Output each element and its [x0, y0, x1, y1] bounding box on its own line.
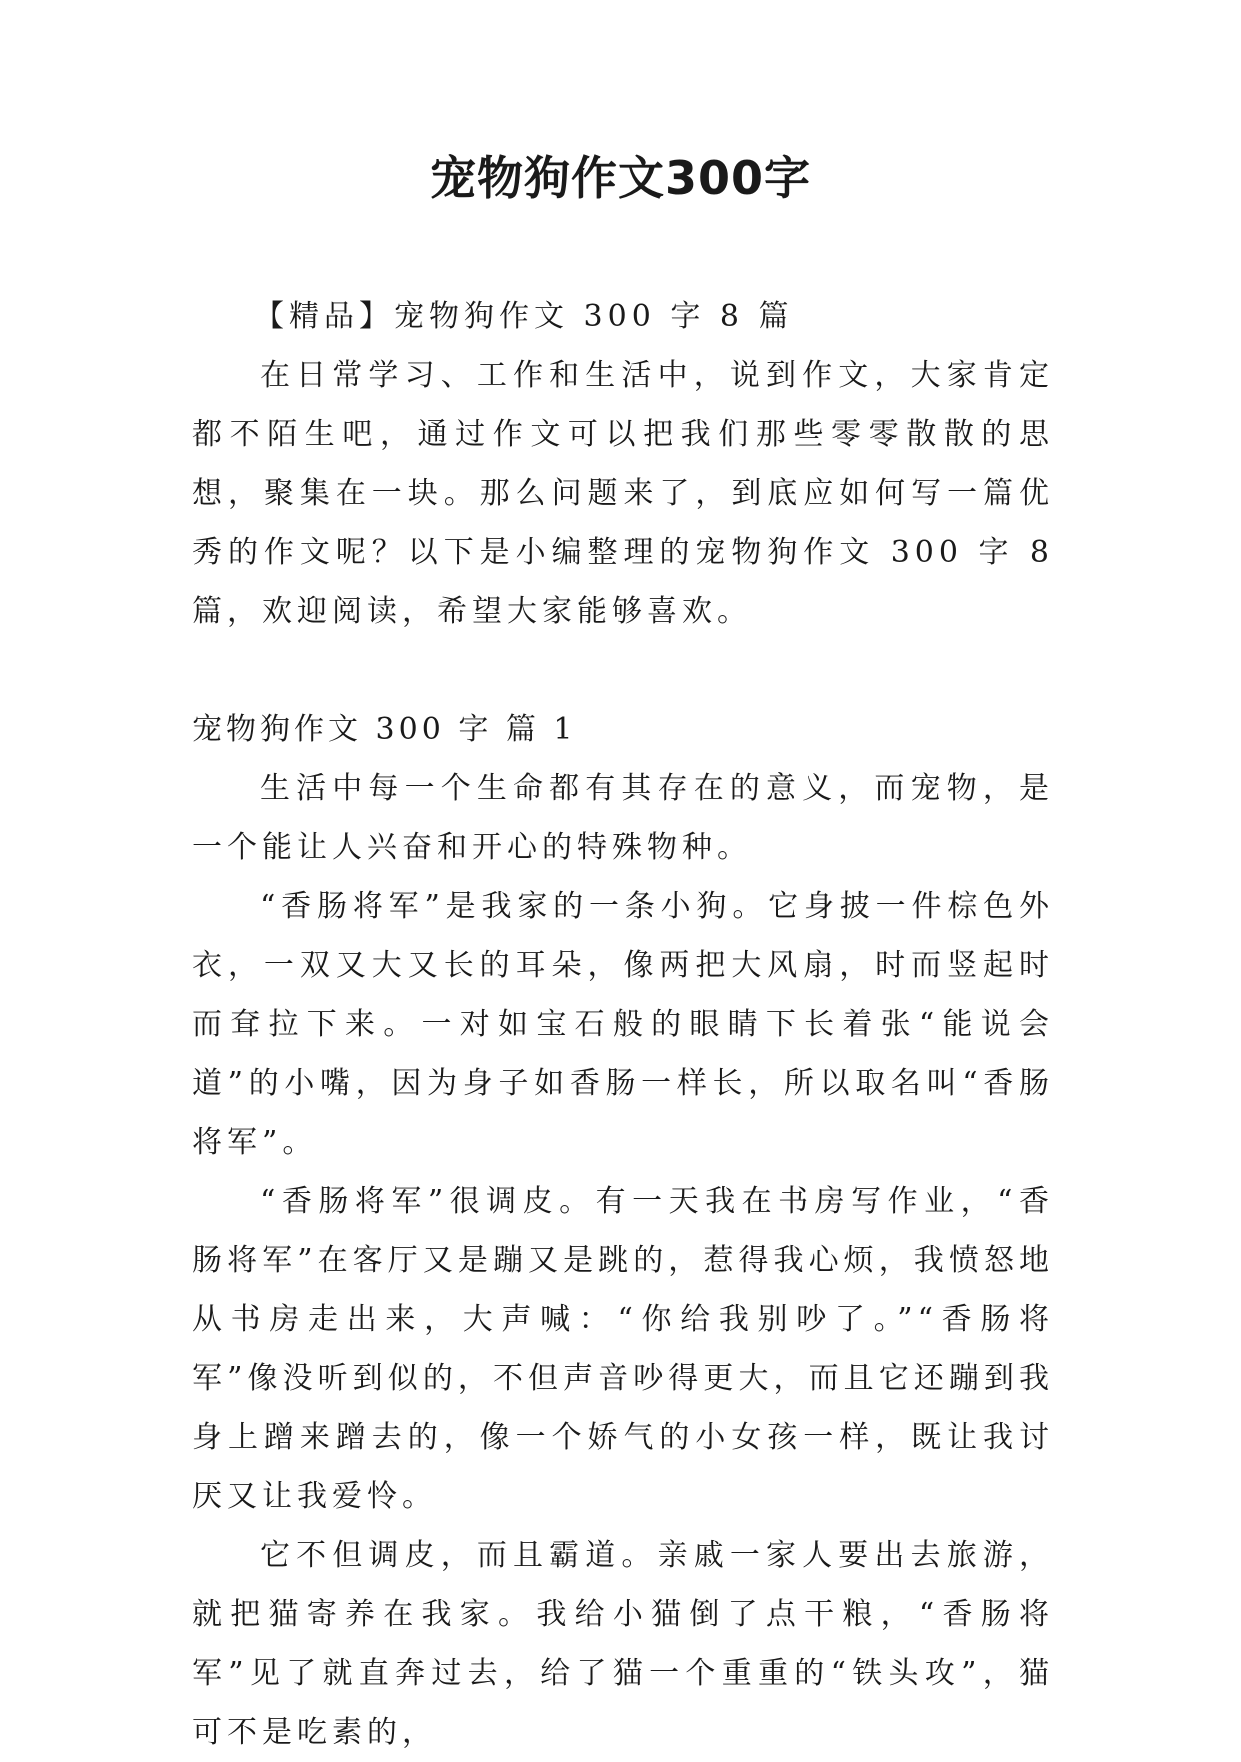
- body-paragraph-1: 生活中每一个生命都有其存在的意义，而宠物，是一个能让人兴奋和开心的特殊物种。: [192, 771, 1054, 865]
- section-heading: 宠物狗作文 300 字 篇 1: [192, 712, 577, 747]
- intro-paragraph: 在日常学习、工作和生活中，说到作文，大家肯定都不陌生吧，通过作文可以把我们那些零零散散的思想，聚集在一块。那么问题来了，到底应如何写一篇优秀的作文呢？以下是小编整理的宠物狗作文 300 字 8 篇，欢迎阅读，希望大家能够喜欢。: [192, 358, 1054, 629]
- document-subtitle: 【精品】宠物狗作文 300 字 8 篇: [254, 299, 794, 334]
- body-paragraph-4: 它不但调皮，而且霸道。亲戚一家人要出去旅游，就把猫寄养在我家。我给小猫倒了点干粮，“香肠将军”见了就直奔过去，给了猫一个重重的“铁头攻”，猫可不是吃素的，: [192, 1538, 1054, 1750]
- body-paragraph-3: “香肠将军”很调皮。有一天我在书房写作业，“香肠将军”在客厅又是蹦又是跳的，惹得我心烦，我愤怒地从书房走出来，大声喊：“你给我别吵了。”“香肠将军”像没听到似的，不但声音吵得更大，而且它还蹦到我身上蹭来蹭去的，像一个娇气的小女孩一样，既让我讨厌又让我爱怜。: [192, 1184, 1054, 1514]
- document-body: [192, 287, 1054, 1762]
- document-title: 宠物狗作文300字: [429, 151, 812, 205]
- body-paragraph-2: “香肠将军”是我家的一条小狗。它身披一件棕色外衣，一双又大又长的耳朵，像两把大风扇，时而竖起时而耷拉下来。一对如宝石般的眼睛下长着张“能说会道”的小嘴，因为身子如香肠一样长，所以取名叫“香肠将军”。: [192, 889, 1054, 1160]
